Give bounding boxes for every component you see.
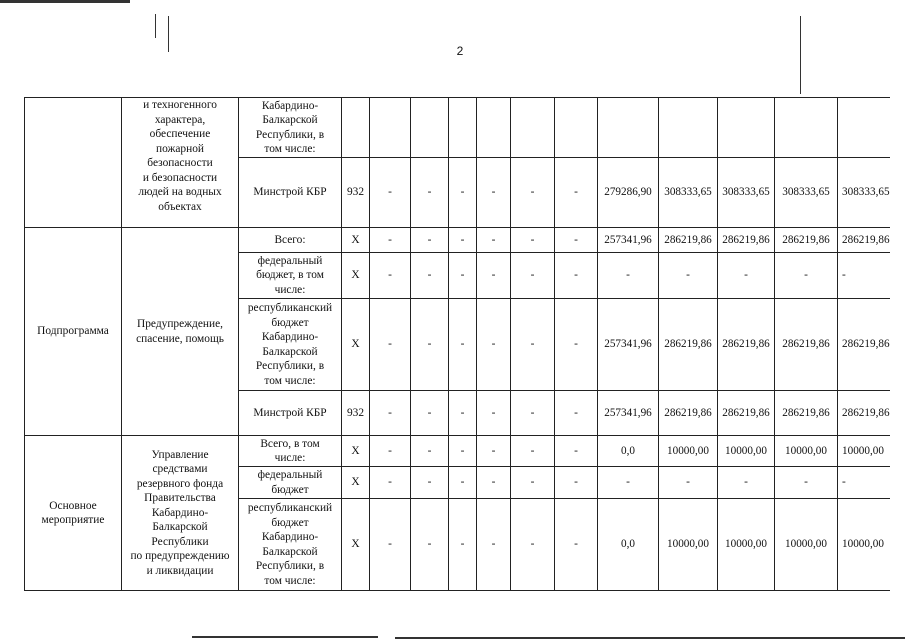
code-cell: - bbox=[511, 499, 555, 591]
scan-artifact-bottom bbox=[192, 636, 378, 638]
amount-cell: 286219,86 bbox=[718, 299, 775, 391]
row-title-cell: Управление средствами резервного фонда Правительства Кабардино- Балкарской Республики по предупреждению и ликвидации bbox=[122, 436, 239, 591]
amount-cell: 257341,96 bbox=[598, 299, 659, 391]
code-cell: X bbox=[342, 467, 370, 499]
amount-cell: 279286,90 bbox=[598, 158, 659, 228]
funding-source-cell: Всего: bbox=[239, 228, 342, 253]
code-cell: - bbox=[477, 228, 511, 253]
code-cell: - bbox=[449, 499, 477, 591]
amount-cell: 286219,86 bbox=[659, 228, 718, 253]
code-cell: - bbox=[370, 499, 411, 591]
amount-cell: - bbox=[659, 467, 718, 499]
amount-cell: 10000,00 bbox=[838, 499, 894, 591]
amount-cell: 257341,96 bbox=[598, 391, 659, 436]
amount-cell: 286219,86 bbox=[659, 391, 718, 436]
amount-cell: 308333,65 bbox=[775, 158, 838, 228]
amount-cell: 286219,86 bbox=[838, 228, 894, 253]
row-title-cell: и техногенного характера, обеспечение пожарной безопасности и безопасности людей на водных объектах bbox=[122, 98, 239, 228]
table-row bbox=[25, 228, 894, 253]
amount-cell bbox=[718, 98, 775, 158]
row-type-cell bbox=[25, 98, 122, 228]
amount-cell: 286219,86 bbox=[718, 228, 775, 253]
code-cell: - bbox=[411, 499, 449, 591]
code-cell: - bbox=[555, 499, 598, 591]
code-cell: - bbox=[411, 391, 449, 436]
code-cell: - bbox=[555, 228, 598, 253]
code-cell: - bbox=[449, 158, 477, 228]
scan-artifact-bottom bbox=[395, 637, 905, 639]
amount-cell: - bbox=[598, 253, 659, 299]
code-cell: - bbox=[555, 299, 598, 391]
amount-cell: - bbox=[775, 467, 838, 499]
amount-cell: 10000,00 bbox=[838, 436, 894, 467]
amount-cell: 10000,00 bbox=[775, 436, 838, 467]
scan-artifact-binding-mark bbox=[155, 14, 156, 38]
code-cell: - bbox=[511, 253, 555, 299]
amount-cell: 10000,00 bbox=[659, 436, 718, 467]
code-cell: X bbox=[342, 253, 370, 299]
code-cell: - bbox=[511, 436, 555, 467]
amount-cell: - bbox=[775, 253, 838, 299]
code-cell: - bbox=[555, 467, 598, 499]
code-cell bbox=[449, 98, 477, 158]
code-cell: - bbox=[411, 228, 449, 253]
amount-cell: 308333,65 bbox=[838, 158, 894, 228]
code-cell: - bbox=[511, 467, 555, 499]
page-edge-clip bbox=[890, 95, 905, 595]
amount-cell: - bbox=[598, 467, 659, 499]
funding-source-cell: федеральный бюджет bbox=[239, 467, 342, 499]
code-cell: - bbox=[411, 158, 449, 228]
funding-source-cell: республиканский бюджет Кабардино- Балкарской Республики, в том числе: bbox=[239, 299, 342, 391]
amount-cell: - bbox=[718, 253, 775, 299]
code-cell: - bbox=[477, 158, 511, 228]
amount-cell: - bbox=[718, 467, 775, 499]
code-cell: - bbox=[370, 436, 411, 467]
code-cell: - bbox=[370, 158, 411, 228]
code-cell: - bbox=[411, 253, 449, 299]
code-cell bbox=[511, 98, 555, 158]
amount-cell: 257341,96 bbox=[598, 228, 659, 253]
table-row bbox=[25, 436, 894, 467]
code-cell: - bbox=[449, 299, 477, 391]
code-cell: - bbox=[477, 467, 511, 499]
code-cell: - bbox=[511, 299, 555, 391]
code-cell: X bbox=[342, 228, 370, 253]
amount-cell bbox=[838, 98, 894, 158]
code-cell: X bbox=[342, 499, 370, 591]
funding-source-cell: республиканский бюджет Кабардино- Балкарской Республики, в том числе: bbox=[239, 499, 342, 591]
code-cell: - bbox=[511, 158, 555, 228]
code-cell: - bbox=[555, 253, 598, 299]
code-cell: - bbox=[511, 391, 555, 436]
amount-cell: 286219,86 bbox=[718, 391, 775, 436]
row-title-cell: Предупреждение, спасение, помощь bbox=[122, 228, 239, 436]
page-number: 2 bbox=[456, 44, 464, 58]
code-cell bbox=[411, 98, 449, 158]
code-cell: X bbox=[342, 436, 370, 467]
code-cell: - bbox=[477, 436, 511, 467]
code-cell: - bbox=[477, 253, 511, 299]
code-cell: - bbox=[370, 299, 411, 391]
amount-cell bbox=[598, 98, 659, 158]
amount-cell: 286219,86 bbox=[775, 228, 838, 253]
code-cell: - bbox=[411, 467, 449, 499]
code-cell: - bbox=[477, 391, 511, 436]
code-cell bbox=[370, 98, 411, 158]
code-cell: - bbox=[370, 228, 411, 253]
amount-cell: - bbox=[838, 253, 894, 299]
code-cell: - bbox=[449, 228, 477, 253]
scan-artifact-top-left bbox=[0, 0, 130, 3]
code-cell: - bbox=[555, 391, 598, 436]
code-cell: - bbox=[449, 253, 477, 299]
code-cell bbox=[477, 98, 511, 158]
code-cell: - bbox=[555, 436, 598, 467]
code-cell: - bbox=[449, 391, 477, 436]
code-cell: - bbox=[449, 467, 477, 499]
amount-cell: 0,0 bbox=[598, 499, 659, 591]
code-cell: - bbox=[370, 391, 411, 436]
code-cell: - bbox=[411, 436, 449, 467]
amount-cell: 286219,86 bbox=[659, 299, 718, 391]
funding-source-cell: федеральный бюджет, в том числе: bbox=[239, 253, 342, 299]
amount-cell: 10000,00 bbox=[775, 499, 838, 591]
amount-cell: 286219,86 bbox=[838, 391, 894, 436]
table-row bbox=[25, 98, 894, 158]
code-cell: 932 bbox=[342, 158, 370, 228]
code-cell: - bbox=[477, 299, 511, 391]
code-cell: - bbox=[411, 299, 449, 391]
amount-cell bbox=[775, 98, 838, 158]
amount-cell: 0,0 bbox=[598, 436, 659, 467]
code-cell: - bbox=[370, 467, 411, 499]
amount-cell: 286219,86 bbox=[775, 391, 838, 436]
amount-cell: - bbox=[659, 253, 718, 299]
amount-cell: 308333,65 bbox=[659, 158, 718, 228]
code-cell: X bbox=[342, 299, 370, 391]
scan-artifact-binding-mark bbox=[168, 16, 169, 52]
funding-source-cell: Всего, в том числе: bbox=[239, 436, 342, 467]
code-cell bbox=[555, 98, 598, 158]
budget-table bbox=[24, 97, 894, 591]
row-type-cell: Основное мероприятие bbox=[25, 436, 122, 591]
code-cell: - bbox=[477, 499, 511, 591]
code-cell: 932 bbox=[342, 391, 370, 436]
amount-cell bbox=[659, 98, 718, 158]
funding-source-cell: Минстрой КБР bbox=[239, 158, 342, 228]
scan-artifact-right-margin bbox=[800, 16, 801, 94]
funding-source-cell: Кабардино- Балкарской Республики, в том числе: bbox=[239, 98, 342, 158]
funding-source-cell: Минстрой КБР bbox=[239, 391, 342, 436]
code-cell: - bbox=[449, 436, 477, 467]
amount-cell: 10000,00 bbox=[718, 499, 775, 591]
amount-cell: 10000,00 bbox=[659, 499, 718, 591]
amount-cell: - bbox=[838, 467, 894, 499]
code-cell: - bbox=[511, 228, 555, 253]
code-cell bbox=[342, 98, 370, 158]
amount-cell: 10000,00 bbox=[718, 436, 775, 467]
row-type-cell: Подпрограмма bbox=[25, 228, 122, 436]
amount-cell: 286219,86 bbox=[775, 299, 838, 391]
code-cell: - bbox=[555, 158, 598, 228]
code-cell: - bbox=[370, 253, 411, 299]
amount-cell: 286219,86 bbox=[838, 299, 894, 391]
amount-cell: 308333,65 bbox=[718, 158, 775, 228]
